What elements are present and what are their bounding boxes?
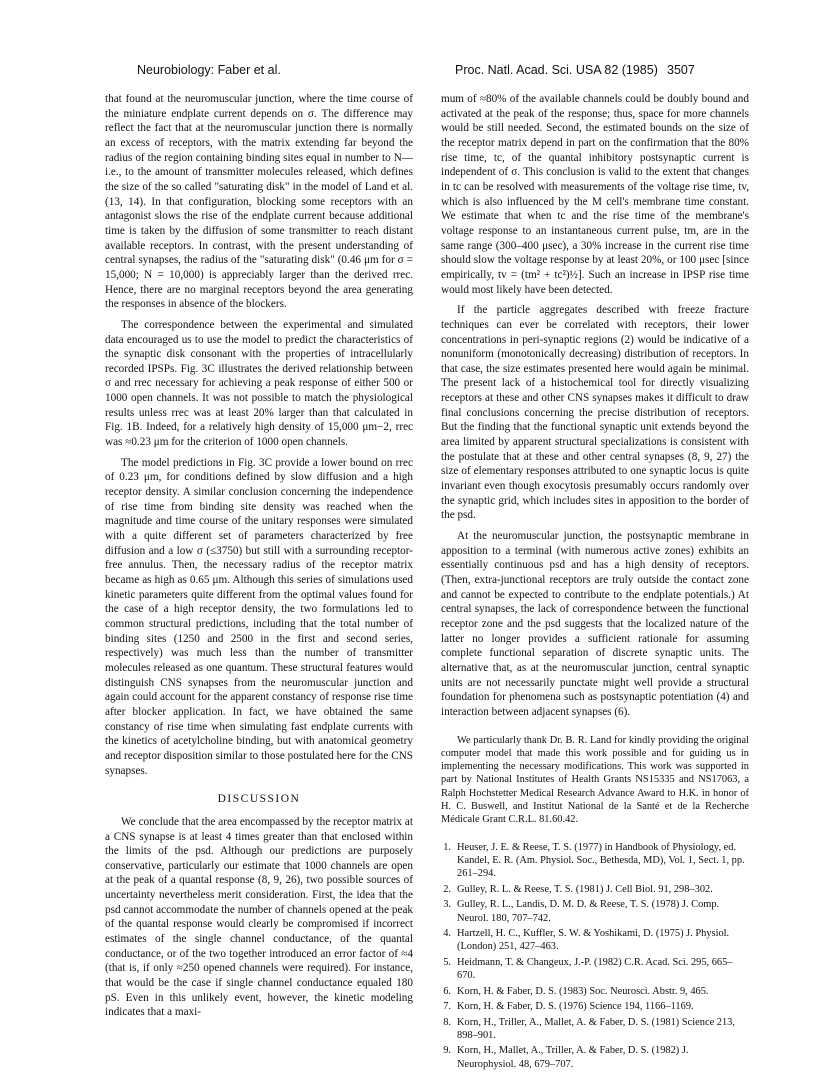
reference-text: Korn, H., Mallet, A., Triller, A. & Faber, D. S. (1982) J. Neurophysiol. 48, 679–707.	[457, 1045, 689, 1070]
reference-text: Korn, H. & Faber, D. S. (1983) Soc. Neurosci. Abstr. 9, 465.	[457, 985, 709, 997]
discussion-heading: DISCUSSION	[217, 793, 301, 806]
paragraph: that found at the neuromuscular junction, where the time course of the miniature endplate current depends on σ. The difference may reflect the fact that at the neuromuscular junction there is normally an excess of receptors, with the matrix extending far beyond the radius of the region containing binding sites equal in number to N—i.e., to the amount of transmitter molecules released, which defines the size of the so called "saturating disk" in the model of Land et al. (13, 14). In that configuration, blocking some receptors with an antagonist slows the rise of the endplate current because additional time is taken by the diffusion of some transmitter to reach distant available receptors. In contrast, with the present understanding of central synapses, the radius of the "saturating disk" (0.46 μm for σ = 15,000; N = 10,000) is appreciably larger than the derived rrec. Hence, there are no marginal receptors beyond the area generating the responses in absence of the blockers.	[105, 93, 413, 311]
reference-number: 5.	[443, 956, 451, 968]
paragraph: At the neuromuscular junction, the postsynaptic membrane in apposition to a terminal (with numerous active zones) exhibits an essentially continuous psd and has a high density of receptors. (Then, extra-junctional receptors are truly outside the contact zone and cannot be expected to contribute to the endplate potentials.) At central synapses, the lack of correspondence between the functional receptor zone and the psd suggests that the localized nature of the latter no longer provides a sufficient rationale for assuming complete functional separation of discrete synaptic units. The alternative that, as at the neuromuscular junction, central synaptic units are not necessarily punctate might well provide a structural foundation for phenomena such as postsynaptic potentiation (4) and interaction between adjacent synapses (6).	[441, 530, 749, 718]
paragraph: We conclude that the area encompassed by the receptor matrix at a CNS synapse is at least 4 times greater than that enclosed within the limits of the psd. Although our predictions are purposely conservative, particularly our estimate that 1000 channels are open at the peak of a quantal response (8, 9, 26), two possible sources of uncertainty nevertheless merit consideration. First, the idea that the psd cannot accommodate the number of channels opened at the peak of the quantal response would clearly be compromised if incorrect estimates of the single channel conductance, of the quantal conductance, or of the two together introduced an error factor of ≈4 (that is, if only ≈250 opened channels were required). For instance, that would be the case if single channel conductance equaled 180 pS. Even in this unlikely event, however, the kinetic modeling indicates that a maxi-	[105, 815, 413, 1019]
paragraph: mum of ≈80% of the available channels could be doubly bound and activated at the peak of the response; thus, space for more channels would be still needed. Second, the estimated bounds on the size of the receptor matrix depend in part on the confirmation that the 80% rise time, tc, of the quantal inhibitory postsynaptic current is independent of σ. This conclusion is valid to the extent that changes in tc can be resolved with measurements of the voltage rise time, tv, which is also influenced by the M cell's membrane time constant. We estimate that when tc and the rise time of the membrane's voltage response to an instantaneous current pulse, tm, are in the same range (300–400 μsec), a 30% increase in the current rise time should slow the voltage response by at least 20%, or 100 μsec [since empirically, tv = (tm² + tc²)½]. Such an increase in IPSP rise time would most likely have been detected.	[441, 93, 749, 296]
reference-number: 8.	[443, 1016, 451, 1028]
reference-item	[441, 841, 749, 881]
running-head-journal: Proc. Natl. Acad. Sci. USA 82 (1985)	[455, 63, 658, 77]
page-number: 3507	[667, 63, 695, 77]
reference-item	[441, 883, 749, 896]
reference-text: Gulley, R. L., Landis, D. M. D. & Reese, T. S. (1978) J. Comp. Neurol. 180, 707–742.	[457, 899, 720, 924]
left-column	[105, 92, 413, 1020]
reference-number: 4.	[443, 928, 451, 940]
reference-number: 9.	[443, 1045, 451, 1057]
reference-number: 6.	[443, 985, 451, 997]
reference-text: Gulley, R. L. & Reese, T. S. (1981) J. Cell Biol. 91, 298–302.	[457, 883, 713, 895]
page-header	[0, 63, 816, 83]
reference-text: Heidmann, T. & Changeux, J.-P. (1982) C.R. Acad. Sci. 295, 665–670.	[457, 956, 733, 982]
paragraph: The correspondence between the experimental and simulated data encouraged us to use the model to predict the characteristics of the synaptic disk consonant with the properties of intracellularly recorded IPSPs. Fig. 3C illustrates the derived relationship between σ and rrec necessary for achieving a peak response of either 500 or 1000 open channels. It was not possible to match the physiological results unless rrec was at least 20% larger than that calculated in Fig. 1B. Indeed, for a relatively high density of 15,000 μm−2, rrec was ≈0.23 μm for the criterion of 1000 open channels.	[105, 318, 413, 449]
acknowledgment: We particularly thank Dr. B. R. Land for kindly providing the original computer model that made this work possible and for guiding us in implementing the necessary modifications. This work was supported in part by National Institutes of Health Grants NS15335 and NS17063, a Ralph Hochstetter Medical Research Advance Award to H.K. in honor of H. C. Buswell, and Institut National de la Santé et de la Recherche Médicale Grant C.R.L. 81.60.42.	[441, 734, 749, 826]
reference-text: Heuser, J. E. & Reese, T. S. (1977) in Handbook of Physiology, ed. Kandel, E. R. (Am. Physiol. Soc., Bethesda, MD), Vol. 1, Sect. 1, pp. 261–294.	[457, 841, 745, 880]
reference-item	[441, 1016, 749, 1043]
paragraph: The model predictions in Fig. 3C provide a lower bound on rrec of 0.23 μm, for conditions defined by slow diffusion and a high receptor density. A similar conclusion concerning the independence of rise time from binding site density was reached when the magnitude and time course of the unitary responses were simulated with a quite different set of parameters characterized by free diffusion and a low σ (≤3750) but still with a surrounding receptor-free annulus. Then, the necessary radius of the receptor matrix became as high as 0.65 μm. Although this series of simulations used kinetic parameters quite different from the optimal values found for the case of a high receptor density, the two formulations led to common structural predictions, including that the total number of binding sites (1250 and 2500 in the first and second series, respectively) was much less than the number of transmitter molecules released as one quantum. These structural features would distinguish CNS synapses from the neuromuscular junction and again could account for the apparent constancy of response rise time after blocker application. In fact, we have obtained the same constancy of rise time when simulating fast endplate currents with the kinetics of acetylcholine binding, but with anatomical geometry and receptor disposition similar to those postulated here for the CNS synapses.	[105, 456, 413, 777]
reference-item	[441, 985, 749, 998]
reference-text: Korn, H. & Faber, D. S. (1976) Science 194, 1166–1169.	[457, 1001, 694, 1013]
reference-number: 2.	[443, 883, 451, 895]
reference-text: Korn, H., Triller, A., Mallet, A. & Faber, D. S. (1981) Science 213, 898–901.	[457, 1016, 735, 1041]
reference-item	[441, 1000, 749, 1013]
reference-item	[441, 1044, 749, 1071]
reference-number: 3.	[443, 899, 451, 911]
paragraph: If the particle aggregates described with freeze fracture techniques can ever be correlated with receptors, their lower concentrations in peri-synaptic regions (2) would be indicative of a nonuniform (monotonically decreasing) distribution of receptors. In that case, the size estimates presented here would again be minimal. The present lack of a histochemical tool for directly visualizing receptors at these and other CNS synapses makes it difficult to draw final conclusions concerning the precise distribution of receptors. But the finding that the functional synaptic unit extends beyond the area limited by apparent structural specializations is consistent with the postulate that at these and other central synapses (8, 9, 27) the size of elementary responses attributed to one synaptic locus is quite invariant even though exocytosis presumably occurs randomly over the synaptic grid, which includes sites in apposition to the border of the psd.	[441, 304, 749, 522]
reference-item	[441, 898, 749, 925]
running-head-section: Neurobiology: Faber et al.	[137, 63, 281, 77]
reference-number: 1.	[443, 841, 451, 853]
reference-number: 7.	[443, 1001, 451, 1013]
right-column	[441, 92, 749, 1073]
reference-item	[441, 927, 749, 954]
reference-item	[441, 956, 749, 983]
reference-list	[441, 841, 749, 1072]
reference-text: Hartzell, H. C., Kuffler, S. W. & Yoshikami, D. (1975) J. Physiol. (London) 251, 427–463.	[457, 928, 730, 953]
